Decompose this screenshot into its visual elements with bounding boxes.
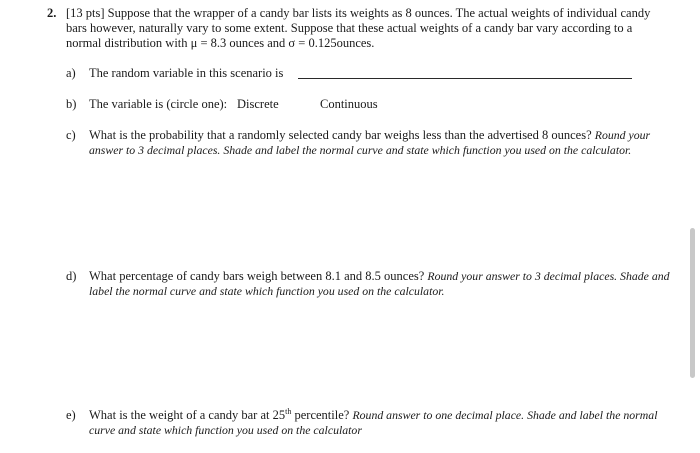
part-c-instruction-cont: answer to 3 decimal places. Shade and label the normal curve and state which function you used on the calculator. — [89, 143, 632, 157]
part-e-superscript: th — [285, 406, 292, 416]
intro-line: [13 pts] Suppose that the wrapper of a candy bar lists its weights as 8 ounces. The actual weights of individual candy — [66, 6, 651, 20]
option-continuous[interactable]: Continuous — [320, 97, 378, 111]
question-number: 2. — [47, 6, 57, 20]
question-intro — [66, 6, 666, 51]
intro-line: bars however, naturally vary to some extent. Suppose that these actual weights of a candy bar vary according to a — [66, 21, 633, 35]
part-d-text: What percentage of candy bars weigh between 8.1 and 8.5 ounces? — [89, 269, 425, 283]
part-a-label: a) — [66, 66, 76, 80]
part-b-label: b) — [66, 97, 77, 111]
part-c-text: What is the probability that a randomly selected candy bar weighs less than the advertised 8 ounces? — [89, 128, 592, 142]
part-e-text: What is the weight of a candy bar at 25 — [89, 408, 286, 422]
part-b — [66, 97, 227, 112]
part-d-label: d) — [66, 269, 77, 283]
part-c-instruction: Round your — [594, 128, 651, 142]
part-a-text: The random variable in this scenario is — [89, 66, 284, 80]
intro-line: normal distribution with μ = 8.3 ounces and σ = 0.125ounces. — [66, 36, 375, 50]
answer-blank-line[interactable] — [298, 78, 632, 79]
option-discrete[interactable]: Discrete — [237, 97, 279, 111]
vertical-scrollbar[interactable] — [690, 228, 695, 378]
part-d-instruction: Round your answer to 3 decimal places. Shade and — [427, 269, 670, 283]
part-e-instruction-cont: curve and state which function you used on the calculator — [89, 423, 362, 437]
part-c — [66, 128, 676, 158]
part-c-label: c) — [66, 128, 76, 142]
part-a — [66, 66, 283, 81]
part-e — [66, 408, 676, 438]
part-e-instruction: Round answer to one decimal place. Shade and label the normal — [352, 408, 658, 422]
part-d-instruction-cont: label the normal curve and state which function you used on the calculator. — [89, 284, 445, 298]
part-e-label: e) — [66, 408, 76, 422]
part-b-text: The variable is (circle one): — [89, 97, 228, 111]
part-d — [66, 269, 676, 299]
part-e-text-post: percentile? — [294, 408, 350, 422]
